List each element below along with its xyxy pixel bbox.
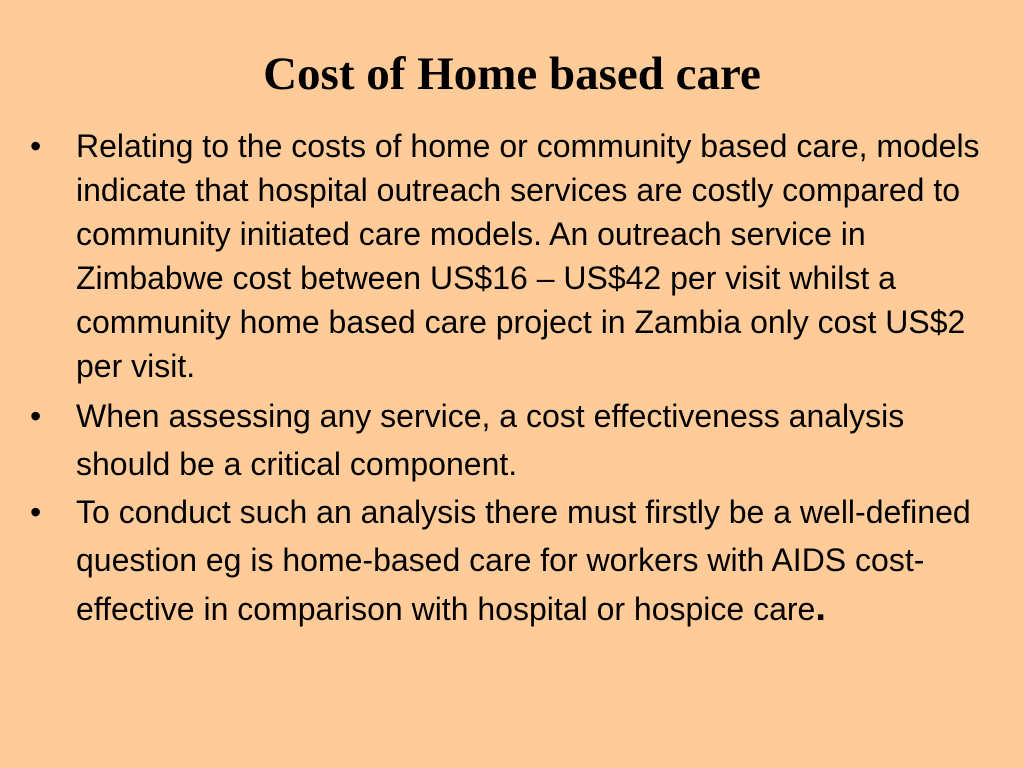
bullet-list [30, 124, 998, 633]
bullet-item-analysis-question [30, 488, 998, 633]
bullet-icon: • [30, 494, 42, 530]
bullet-text: When assessing any service, a cost effectiveness analysis should be a critical component. [76, 398, 905, 482]
bullet-icon: • [30, 398, 42, 434]
bullet-text: To conduct such an analysis there must firstly be a well-defined question eg is home-based care for workers with AIDS cost-effective in comparison with hospital or hospice care [76, 494, 971, 627]
bullet-trailing-period: . [815, 587, 826, 629]
bullet-item-cost-comparison [30, 124, 998, 388]
bullet-item-assessment [30, 392, 998, 488]
bullet-icon: • [30, 128, 42, 164]
slide-title: Cost of Home based care [263, 48, 761, 100]
bullet-text: Relating to the costs of home or community based care, models indicate that hospital outreach services are costly compared to community initiated care models. An outreach service in Zimbabwe cost between US$16 – US$42 per visit whilst a community home based care project in Zambia only cost US$2 per visit. [76, 128, 980, 384]
